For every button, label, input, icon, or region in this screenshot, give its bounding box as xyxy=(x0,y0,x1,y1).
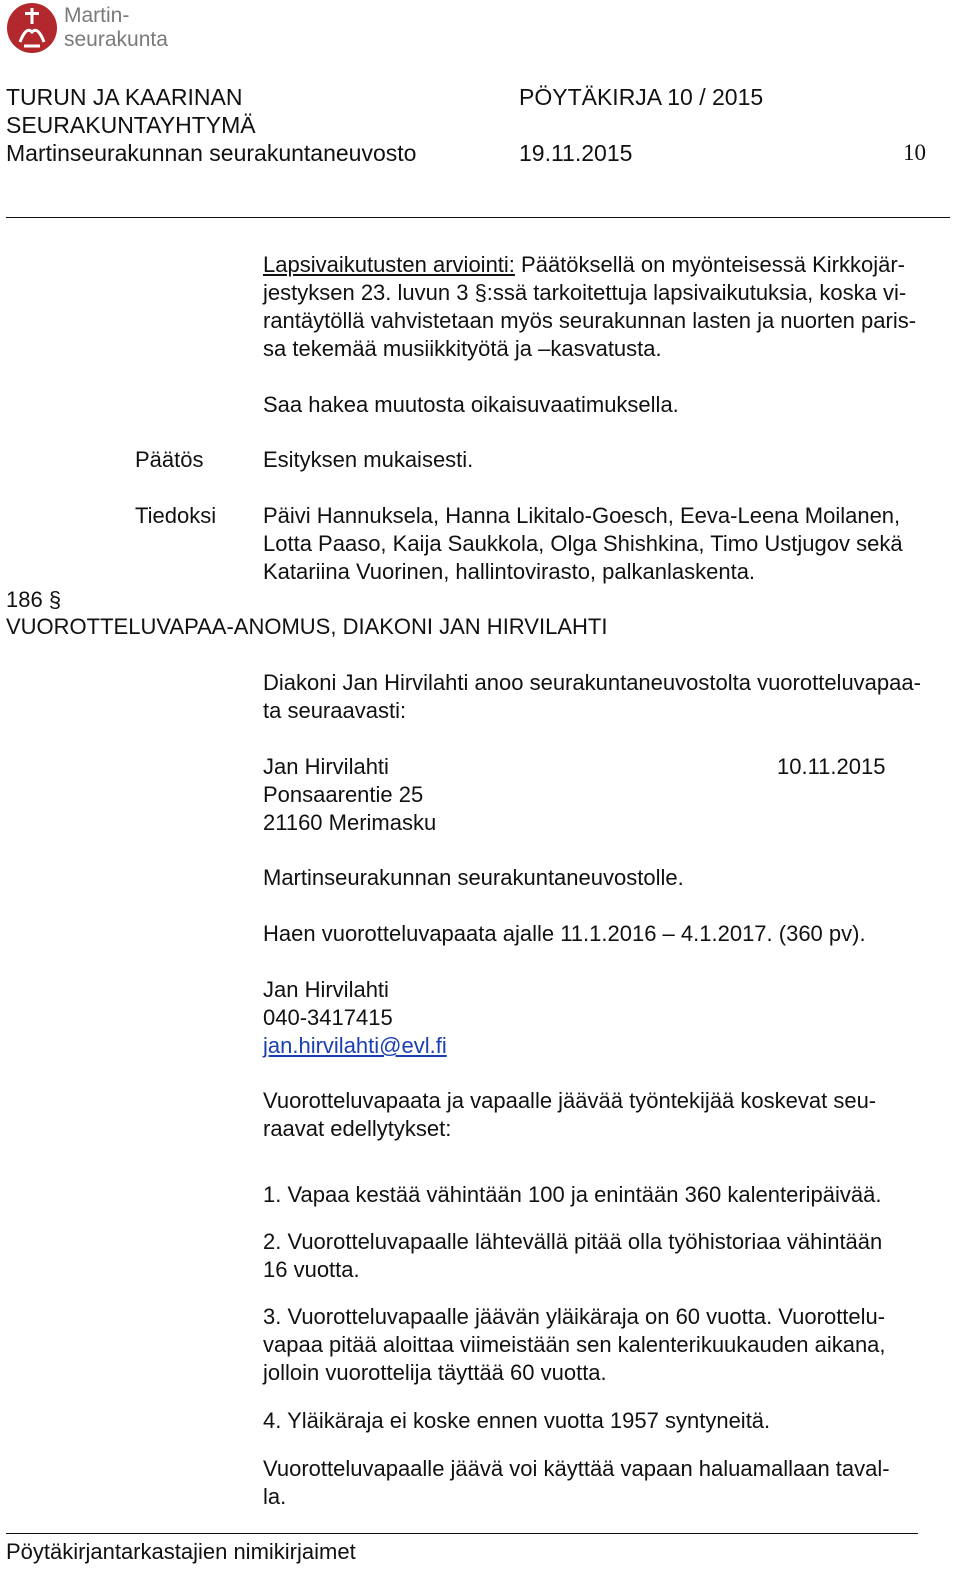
logo-text-line2: seurakunta xyxy=(64,28,168,51)
conditions-intro-2: raavat edellytykset: xyxy=(263,1116,452,1141)
info-line-2: Lotta Paaso, Kaija Saukkola, Olga Shishkina, Timo Ustjugov sekä xyxy=(263,531,903,556)
info-line-3: Katariina Vuorinen, hallintovirasto, palkanlaskenta. xyxy=(263,559,756,584)
impact-line-4: sa tekemää musiikkityötä ja –kasvatusta. xyxy=(263,336,662,361)
logo xyxy=(6,2,186,58)
sender-name: Jan Hirvilahti xyxy=(263,754,389,779)
org-line-3: Martinseurakunnan seurakuntaneuvosto xyxy=(6,140,417,166)
condition-3-line-3: jolloin vuorottelija täyttää 60 vuotta. xyxy=(263,1360,607,1385)
condition-4: 4. Yläikäraja ei koske ennen vuotta 1957 syntyneitä. xyxy=(263,1408,771,1433)
conditions-intro-1: Vuorotteluvapaata ja vapaalle jäävää työntekijää koskevat seu- xyxy=(263,1088,877,1113)
info-label: Tiedoksi xyxy=(135,503,217,528)
condition-2-line-2: 16 vuotta. xyxy=(263,1257,360,1282)
impact-line-3: rantäytöllä vahvistetaan myös seurakunnan lasten ja nuorten paris- xyxy=(263,308,917,333)
condition-3-line-1: 3. Vuorotteluvapaalle jäävän yläikäraja on 60 vuotta. Vuorottelu- xyxy=(263,1304,886,1329)
letter-date: 10.11.2015 xyxy=(777,754,886,779)
usage-line-2: la. xyxy=(263,1484,287,1509)
decision-text: Esityksen mukaisesti. xyxy=(263,447,474,472)
footer-text: Pöytäkirjantarkastajien nimikirjaimet xyxy=(6,1539,356,1564)
footer-rule xyxy=(6,1533,918,1534)
page-number: 10 xyxy=(903,140,926,165)
sender-street: Ponsaarentie 25 xyxy=(263,782,424,807)
section-number: 186 § xyxy=(6,587,62,612)
condition-1: 1. Vapaa kestää vähintään 100 ja enintään 360 kalenteripäivää. xyxy=(263,1182,882,1207)
section-title: VUOROTTELUVAPAA-ANOMUS, DIAKONI JAN HIRVILAHTI xyxy=(6,614,608,639)
logo-text-line1: Martin- xyxy=(64,4,130,27)
recipient: Martinseurakunnan seurakuntaneuvostolle. xyxy=(263,865,684,890)
signature-name: Jan Hirvilahti xyxy=(263,977,389,1002)
org-line-2: SEURAKUNTAYHTYMÄ xyxy=(6,112,256,138)
decision-label: Päätös xyxy=(135,447,204,472)
appeal-text: Saa hakea muutosta oikaisuvaatimuksella. xyxy=(263,392,679,417)
condition-2-line-1: 2. Vuorotteluvapaalle lähtevällä pitää olla työhistoriaa vähintään xyxy=(263,1229,883,1254)
usage-line-1: Vuorotteluvapaalle jäävä voi käyttää vapaan haluamallaan taval- xyxy=(263,1456,890,1481)
org-line-1: TURUN JA KAARINAN xyxy=(6,84,243,110)
logo-emblem-icon xyxy=(6,2,58,54)
impact-line-1 xyxy=(263,251,905,279)
intro-line-2: ta seuraavasti: xyxy=(263,698,407,723)
impact-label: Lapsivaikutusten arviointi: xyxy=(263,252,515,277)
document-title: PÖYTÄKIRJA 10 / 2015 xyxy=(519,84,764,110)
sender-city: 21160 Merimasku xyxy=(263,810,437,835)
signature-email-link[interactable]: jan.hirvilahti@evl.fi xyxy=(263,1033,447,1058)
meeting-date: 19.11.2015 xyxy=(519,140,633,166)
signature-phone: 040-3417415 xyxy=(263,1005,393,1030)
header-rule xyxy=(6,217,950,218)
impact-line-2: jestyksen 23. luvun 3 §:ssä tarkoitettuja lapsivaikutuksia, koska vi- xyxy=(263,280,907,305)
impact-text-1: Päätöksellä on myönteisessä Kirkkojär- xyxy=(514,252,905,277)
leave-request: Haen vuorotteluvapaata ajalle 11.1.2016 – 4.1.2017. (360 pv). xyxy=(263,921,866,946)
intro-line-1: Diakoni Jan Hirvilahti anoo seurakuntaneuvostolta vuorotteluvapaa- xyxy=(263,670,921,695)
condition-3-line-2: vapaa pitää aloittaa viimeistään sen kalenterikuukauden aikana, xyxy=(263,1332,886,1357)
info-line-1: Päivi Hannuksela, Hanna Likitalo-Goesch, Eeva-Leena Moilanen, xyxy=(263,503,901,528)
